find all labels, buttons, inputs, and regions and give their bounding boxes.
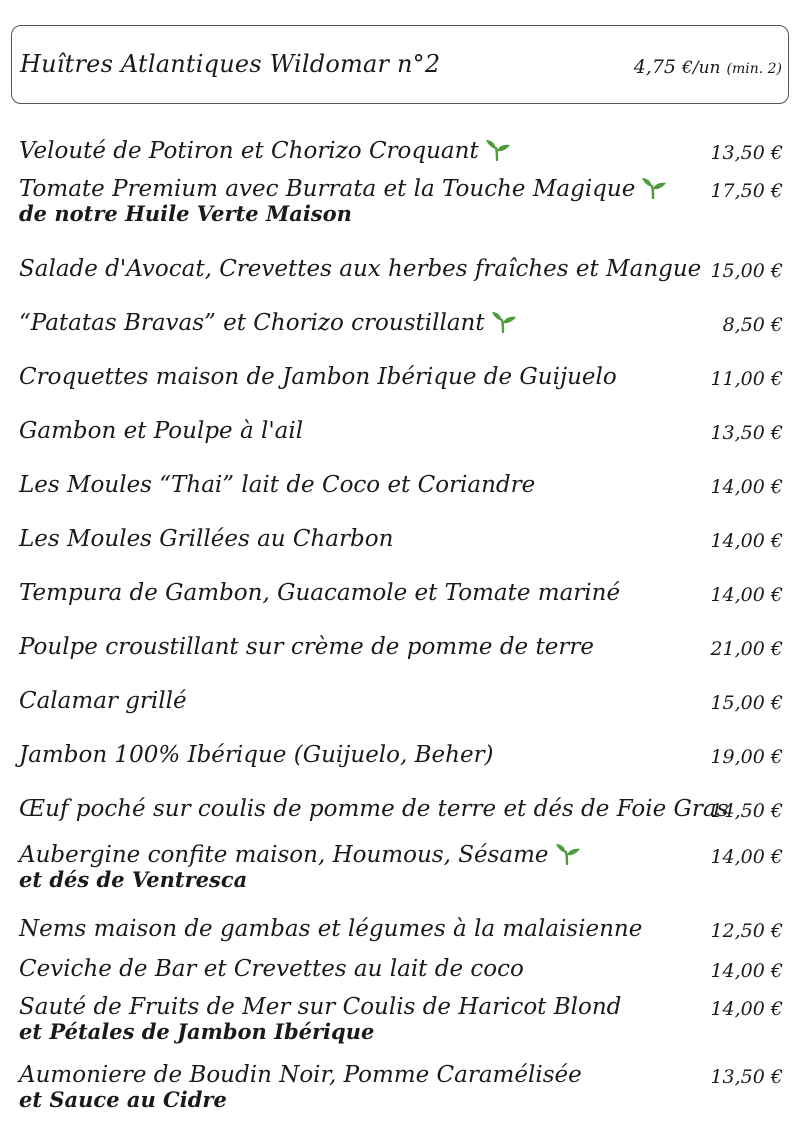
menu-item-name <box>19 1062 785 1088</box>
menu-item-price: 17,50 € <box>710 180 783 202</box>
vegetarian-sprout-icon <box>555 843 581 865</box>
menu-item <box>19 742 785 768</box>
menu-item <box>19 256 785 282</box>
menu-item-price: 15,00 € <box>710 692 783 714</box>
menu-item <box>19 310 785 336</box>
vegetarian-sprout-icon <box>641 177 667 199</box>
menu-item <box>19 472 785 498</box>
oyster-title: Huîtres Atlantiques Wildomar n°2 <box>20 50 441 78</box>
menu-item-subtitle: et dés de Ventresca <box>19 867 248 893</box>
menu-item <box>19 688 785 714</box>
menu-item-name <box>19 634 785 660</box>
oyster-price-unit: €/un <box>682 58 721 78</box>
menu-item-name-text: Jambon 100% Ibérique (Guijuelo, Beher) <box>19 742 494 768</box>
menu-item-subtitle: de notre Huile Verte Maison <box>19 201 352 227</box>
menu-item-name <box>19 916 785 942</box>
menu-item-price: 14,00 € <box>710 530 783 552</box>
menu-item-name-text: Ceviche de Bar et Crevettes au lait de coco <box>19 956 524 982</box>
menu-item-name <box>19 688 785 714</box>
menu-item-name-text: Nems maison de gambas et légumes à la malaisienne <box>19 916 643 942</box>
menu-item-name-text: Les Moules “Thai” lait de Coco et Coriandre <box>19 472 536 498</box>
menu-item-name <box>19 418 785 444</box>
menu-item <box>19 842 785 892</box>
oyster-box <box>11 25 789 104</box>
menu-item-price: 21,00 € <box>710 638 783 660</box>
menu-item-price: 19,00 € <box>710 746 783 768</box>
menu-item-name <box>19 364 785 390</box>
menu-item-price: 14,00 € <box>710 476 783 498</box>
vegetarian-sprout-icon <box>485 139 511 161</box>
menu-item-name-text: Tomate Premium avec Burrata et la Touche Magique <box>19 176 636 202</box>
menu-item-name-text: Poulpe croustillant sur crème de pomme de terre <box>19 634 594 660</box>
menu-item <box>19 994 785 1044</box>
oyster-price <box>634 56 782 78</box>
menu-item-price: 14,50 € <box>710 800 783 822</box>
menu-item-name-text: Sauté de Fruits de Mer sur Coulis de Haricot Blond <box>19 994 622 1020</box>
menu-item-name-text: Croquettes maison de Jambon Ibérique de Guijuelo <box>19 364 617 390</box>
menu-item-name <box>19 176 785 202</box>
menu-item-subtitle: et Pétales de Jambon Ibérique <box>19 1019 375 1045</box>
menu-item <box>19 796 785 822</box>
menu-item-name-text: Tempura de Gambon, Guacamole et Tomate mariné <box>19 580 621 606</box>
menu-item-price: 13,50 € <box>710 422 783 444</box>
menu-item-price: 14,00 € <box>710 960 783 982</box>
menu-item-name <box>19 994 785 1020</box>
menu-item-price: 12,50 € <box>710 920 783 942</box>
menu-item-name-text: Aumoniere de Boudin Noir, Pomme Caramélisée <box>19 1062 582 1088</box>
menu-item-name <box>19 580 785 606</box>
menu-item <box>19 138 785 164</box>
menu-item-name-text: Les Moules Grillées au Charbon <box>19 526 394 552</box>
menu-item-subtitle: et Sauce au Cidre <box>19 1087 227 1113</box>
menu-item-price: 14,00 € <box>710 998 783 1020</box>
menu-item <box>19 580 785 606</box>
menu-item-name-text: Salade d'Avocat, Crevettes aux herbes fraîches et Mangue <box>19 256 702 282</box>
menu-item-name-text: Gambon et Poulpe à l'ail <box>19 418 304 444</box>
menu-item <box>19 956 785 982</box>
menu-item-name-text: Velouté de Potiron et Chorizo Croquant <box>19 138 479 164</box>
menu-item-name <box>19 472 785 498</box>
vegetarian-sprout-icon <box>491 311 517 333</box>
menu-item-name <box>19 138 785 164</box>
menu-item <box>19 1062 785 1112</box>
menu-item-name <box>19 796 785 822</box>
menu-item-name-text: Calamar grillé <box>19 688 187 714</box>
menu-item <box>19 418 785 444</box>
menu-item-price: 14,00 € <box>710 846 783 868</box>
menu-item-name-text: “Patatas Bravas” et Chorizo croustillant <box>19 310 485 336</box>
oyster-price-value: 4,75 <box>633 56 677 78</box>
menu-item-price: 11,00 € <box>710 368 783 390</box>
menu-item <box>19 526 785 552</box>
menu-item-name <box>19 256 785 282</box>
menu-item-price: 13,50 € <box>710 1066 783 1088</box>
menu-item-price: 14,00 € <box>710 584 783 606</box>
menu-item-name <box>19 956 785 982</box>
menu-item-name-text: Aubergine confite maison, Houmous, Sésame <box>19 842 549 868</box>
oyster-min-qty: (min. 2) <box>726 61 782 77</box>
menu-item-name <box>19 842 785 868</box>
menu-item <box>19 634 785 660</box>
menu-item-name <box>19 742 785 768</box>
menu-item-price: 13,50 € <box>710 142 783 164</box>
menu-item <box>19 916 785 942</box>
menu-item <box>19 176 785 226</box>
menu-item-price: 8,50 € <box>722 314 783 336</box>
menu-item-price: 15,00 € <box>710 260 783 282</box>
menu-item-name <box>19 310 785 336</box>
menu-item-name <box>19 526 785 552</box>
menu-item-name-text: Œuf poché sur coulis de pomme de terre et dés de Foie Gras <box>19 796 729 822</box>
menu-item <box>19 364 785 390</box>
